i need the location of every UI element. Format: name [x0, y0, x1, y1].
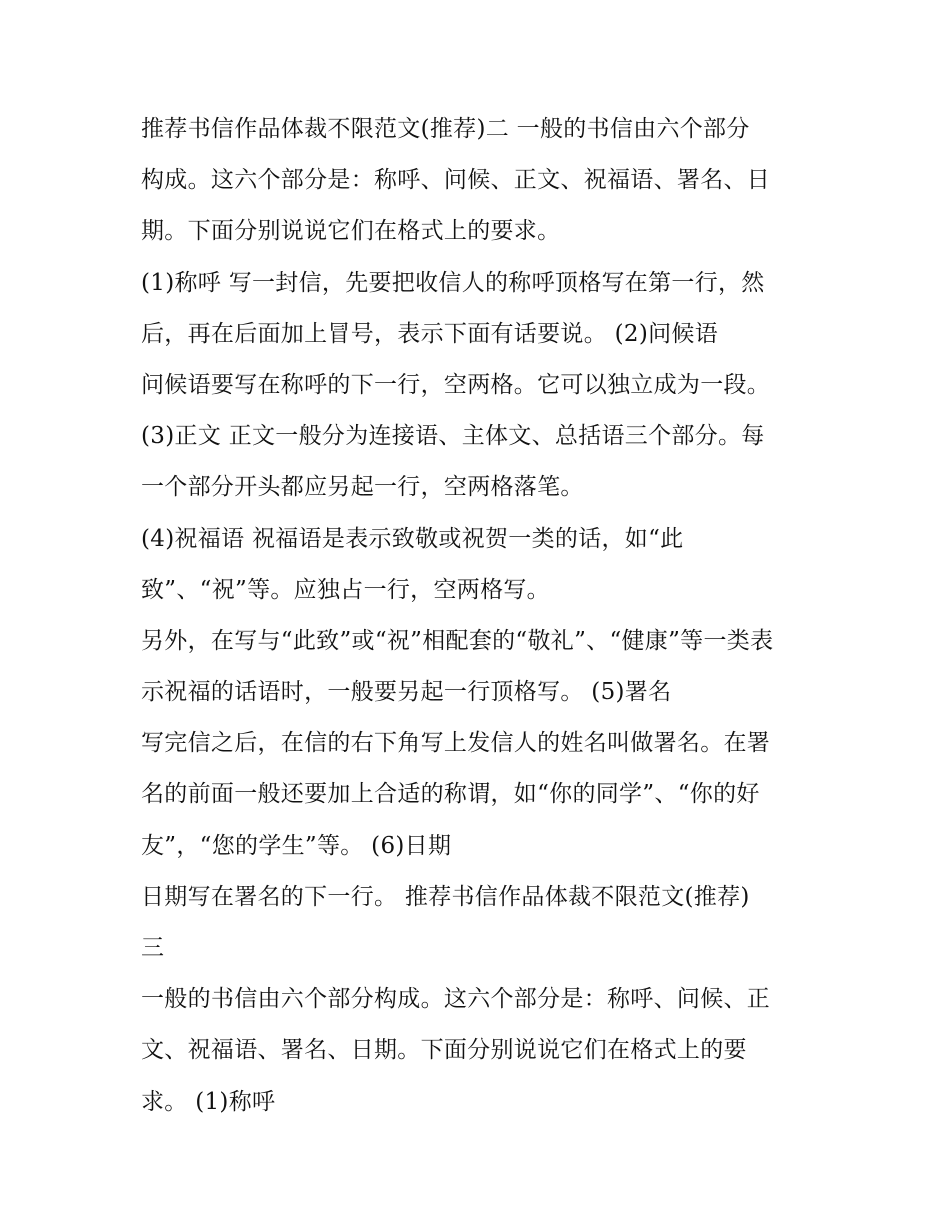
text-line: 求。 (1)称呼 [141, 1088, 276, 1115]
text-line: 写完信之后，在信的右下角写上发信人的姓名叫做署名。在署 [141, 730, 771, 757]
text-line: 推荐书信作品体裁不限范文(推荐)二 一般的书信由六个部分 [141, 116, 750, 142]
text-line: (1)称呼 写一封信，先要把收信人的称呼顶格写在第一行，然 [141, 269, 765, 296]
text-line: 三 [141, 935, 165, 961]
text-line: (4)祝福语 祝福语是表示致敬或祝贺一类的话，如“此 [141, 525, 684, 552]
text-line: 期。下面分别说说它们在格式上的要求。 [141, 218, 561, 245]
text-line: 致”、“祝”等。应独占一行，空两格写。 [141, 576, 550, 603]
text-line: 一个部分开头都应另起一行，空两格落笔。 [141, 474, 584, 501]
text-line: 另外，在写与“此致”或“祝”相配套的“敬礼”、“健康”等一类表 [141, 627, 774, 654]
text-line: 友”，“您的学生”等。 (6)日期 [141, 832, 452, 859]
text-line: (3)正文 正文一般分为连接语、主体文、总括语三个部分。每 [141, 423, 765, 450]
document-body [141, 104, 831, 1128]
text-line: 一般的书信由六个部分构成。这六个部分是：称呼、问候、正 [141, 986, 771, 1013]
text-line: 问候语要写在称呼的下一行，空两格。它可以独立成为一段。 [141, 371, 771, 398]
text-line: 名的前面一般还要加上合适的称谓，如“你的同学”、“你的好 [141, 781, 760, 808]
text-line: 文、祝福语、署名、日期。下面分别说说它们在格式上的要 [141, 1037, 747, 1064]
text-line: 构成。这六个部分是：称呼、问候、正文、祝福语、署名、日 [141, 167, 771, 194]
text-line: 示祝福的话语时，一般要另起一行顶格写。 (5)署名 [141, 679, 672, 706]
text-line: 后，再在后面加上冒号，表示下面有话要说。 (2)问候语 [141, 320, 718, 347]
text-line: 日期写在署名的下一行。 推荐书信作品体裁不限范文(推荐) [141, 883, 750, 910]
